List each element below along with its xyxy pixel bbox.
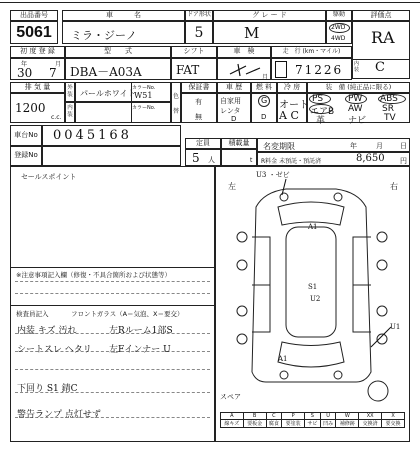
load-label: 積載量	[228, 138, 250, 147]
mark-u2: U2	[310, 295, 321, 303]
ac-label: 冷 房	[283, 82, 301, 91]
displacement-label-box	[10, 82, 65, 93]
fuel-label-box	[251, 82, 277, 93]
recycle-amount: 8,650	[356, 153, 385, 164]
inspection-label: 車 検	[233, 47, 255, 56]
name-change-month: 月	[376, 142, 383, 150]
legend-name-p: 要塗装	[282, 420, 305, 428]
first-reg-label-box	[10, 46, 65, 58]
era-year-label: 年	[21, 61, 28, 68]
lot-no-box	[10, 21, 58, 44]
dash-line-5	[15, 369, 210, 370]
first-reg-label: 初 度 登 録	[20, 47, 55, 56]
equip-ps: PS	[312, 94, 324, 104]
equip-ps-circle	[309, 94, 331, 104]
displacement-unit: c.c.	[51, 114, 62, 121]
doors-label-box	[185, 10, 213, 21]
displacement-box	[10, 93, 65, 123]
interior-label: 内装	[354, 61, 360, 73]
history-rental: レンタ	[220, 107, 241, 115]
history-label: 車 歴	[225, 82, 243, 91]
history-other: D	[231, 115, 237, 123]
legend-code-u: U	[320, 413, 336, 420]
equip-aw: AW	[348, 104, 363, 114]
history-box	[217, 93, 251, 123]
warranty-yes: 有	[195, 98, 202, 106]
interior-color-no-label: カラーNo.	[132, 105, 156, 111]
color-change-label-2: 替	[172, 108, 179, 115]
exterior-label-box	[65, 82, 75, 102]
warranty-box	[181, 93, 217, 123]
reg-no-label: 登録No	[14, 151, 38, 160]
history-label-box	[217, 82, 251, 93]
top-border	[0, 0, 420, 3]
car-name-label: 車 名	[106, 10, 141, 19]
mark-s1: S1	[308, 283, 318, 291]
legend-code-a: A	[221, 413, 244, 420]
interior-color-label-box	[65, 102, 75, 123]
reg-month: 7	[49, 66, 57, 80]
legend-name-x: 要交換	[382, 420, 405, 428]
capacity-label: 定員	[196, 138, 210, 147]
equip-airbag-circle	[309, 104, 333, 114]
lot-no: 5061	[16, 23, 52, 41]
reg-no-label-box	[10, 146, 42, 166]
diagram-left-label: 左	[228, 182, 236, 191]
capacity-unit: 人	[208, 156, 215, 164]
note-right-1: 左Rルーム1部S	[109, 326, 173, 336]
displacement-label: 排 気 量	[24, 82, 51, 91]
ac-ac: A C	[279, 109, 299, 122]
legend-name-a: 線キズ	[221, 420, 244, 428]
equip-label: 装 備 (純正品に限る)	[325, 83, 392, 92]
model-label-box	[65, 46, 171, 58]
legend-code-s: S	[305, 413, 321, 420]
note-1: 内装 キズ 汚れ	[17, 326, 77, 336]
shift-label-box	[171, 46, 217, 58]
capacity: 5	[192, 151, 200, 165]
capacity-label-box	[185, 138, 221, 149]
color-change-box	[171, 82, 181, 123]
shift-label: シフト	[183, 47, 205, 56]
interior-color-box	[75, 102, 171, 123]
grade: M	[244, 24, 260, 42]
equip-sr: SR	[382, 104, 394, 114]
chassis-box	[42, 125, 181, 146]
equip-tv: TV	[384, 113, 396, 123]
equip-label-box	[307, 82, 410, 93]
sales-title: セールスポイント	[21, 173, 77, 181]
grade-box	[213, 21, 326, 44]
legend-code-w: W	[336, 413, 359, 420]
fuel-label: 燃 料	[255, 82, 273, 91]
warranty-label: 保証書	[188, 82, 210, 91]
model-label: 型 式	[104, 47, 132, 56]
color-name: パールホワイト	[80, 89, 136, 98]
diagram-right-label: 右	[390, 182, 398, 191]
displacement: 1200	[15, 101, 46, 115]
legend-name-c: 腐食	[266, 420, 282, 428]
mileage-check-box	[275, 61, 287, 78]
note-3: 下回り S1 錆C	[17, 384, 78, 394]
chassis-label: 車台No	[14, 130, 38, 139]
drive-4wd: 4WD	[331, 35, 346, 42]
drive-label: 駆動	[332, 11, 345, 19]
doors: 5	[194, 24, 204, 41]
mark-u3: U3 ・ゼビ	[256, 171, 290, 179]
exterior-label: 外装	[67, 85, 73, 98]
car-name-label-box	[62, 10, 185, 21]
damage-legend	[220, 412, 405, 428]
doors-label: ドア形状	[187, 11, 211, 19]
eval-label-box	[352, 10, 410, 21]
eval-box	[352, 21, 410, 79]
equip-abs: ABS	[380, 94, 398, 104]
inspector-note: フロントガラス（A＝気泡、X＝要交）	[71, 310, 184, 318]
chassis-label-box	[10, 125, 42, 146]
dash-line-2	[15, 293, 210, 294]
grade-label: グ レ ー ド	[252, 10, 287, 19]
era-month-label: 月	[55, 61, 62, 68]
interior-score: C	[375, 60, 385, 75]
name-change-label: 名変期限	[263, 142, 295, 151]
lot-no-label-box	[10, 10, 58, 21]
load-box	[221, 149, 257, 166]
inspector-divider	[11, 305, 214, 306]
shift: FAT	[176, 63, 200, 77]
car-name: ミラ・ジーノ	[71, 29, 137, 42]
dash-line-1	[15, 281, 210, 282]
model: DBA－A03A	[70, 65, 142, 79]
warranty-label-box	[181, 82, 217, 93]
color-no: W51	[134, 91, 153, 100]
color-change-label: 色	[172, 93, 179, 100]
interior-color-divider	[131, 103, 132, 123]
recycle-box	[257, 152, 410, 166]
mileage-label: 走 行 (km・マイル)	[282, 47, 341, 55]
fuel-d: D	[261, 113, 267, 121]
drive-box	[326, 21, 352, 44]
inspection-label-box	[217, 46, 271, 58]
legend-name-s: サビ	[305, 420, 321, 428]
name-change-box	[257, 138, 410, 152]
equip-leather: 革	[316, 116, 326, 126]
legend-code-b: B	[243, 413, 266, 420]
doors-box	[185, 21, 213, 44]
legend-code-p: P	[282, 413, 305, 420]
legend-code-c: C	[266, 413, 282, 420]
ac-label-box	[277, 82, 307, 93]
drive-label-box	[326, 10, 352, 21]
capacity-box	[185, 149, 221, 166]
drive-2wd: 2WD	[331, 24, 346, 31]
diagram-panel	[215, 166, 410, 442]
reg-year: 30	[17, 66, 33, 80]
mileage: 71226	[295, 63, 344, 77]
mileage-label-box	[271, 46, 352, 58]
lot-no-label: 出品番号	[20, 10, 48, 19]
load-label-box	[221, 138, 257, 149]
shift-box	[171, 58, 217, 80]
ac-box	[277, 93, 307, 123]
mark-u1: U1	[390, 323, 401, 331]
recycle-label: R料金 未預託・預託済	[261, 158, 322, 165]
car-diagram	[216, 167, 409, 441]
exterior-color-box	[75, 82, 171, 102]
spare-label: スペア	[220, 393, 241, 401]
legend-code-xx: XX	[359, 413, 382, 420]
name-change-day: 日	[400, 142, 407, 150]
reg-no-box	[42, 146, 181, 166]
history-private: 自家用	[220, 97, 241, 105]
legend-name-xx: 交換済	[359, 420, 382, 428]
mark-a1-top: A1	[308, 223, 318, 231]
inspector-label: 検査員記入	[16, 310, 49, 318]
warranty-no: 無	[195, 113, 202, 121]
equip-airbag: エアB	[310, 107, 335, 117]
model-box	[65, 58, 171, 80]
equip-grid	[307, 93, 410, 126]
legend-name-w: 補修跡	[336, 420, 359, 428]
sales-panel	[10, 166, 215, 442]
color-no-label: カラーNo.	[132, 85, 156, 91]
fuel-g: G	[261, 96, 268, 105]
inspection-box	[217, 58, 271, 80]
grade-label-box	[213, 10, 326, 21]
mark-a1-bottom: A1	[278, 355, 288, 363]
inspection-scribble	[226, 62, 266, 78]
equip-abs-circle	[378, 94, 406, 104]
note-4: 警告ランプ 点灯せず	[17, 410, 101, 420]
notes-title: ※注意事項記入欄（修復・不具合箇所および状態等）	[16, 271, 171, 279]
chassis-no: 0045168	[53, 128, 132, 143]
color-divider	[131, 83, 132, 102]
equip-pw-circle	[345, 94, 367, 104]
legend-code-x: X	[382, 413, 405, 420]
equip-pw: PW	[348, 94, 363, 104]
note-2: シートスレ ヘタリ	[17, 345, 92, 355]
eval-score: RA	[371, 28, 395, 47]
car-name-box	[62, 21, 185, 44]
name-change-year: 年	[350, 142, 357, 150]
recycle-yen: 円	[400, 157, 407, 165]
inspection-month-label: 月	[262, 74, 269, 81]
legend-name-b: 要板金	[243, 420, 266, 428]
legend-name-u: 凹み	[320, 420, 336, 428]
load-unit: t	[250, 157, 253, 164]
equip-navi: ナビ	[348, 116, 367, 126]
ac-auto: オート	[279, 100, 309, 111]
notes-divider	[11, 267, 214, 268]
interior-color-label: 内装	[67, 105, 73, 118]
note-right-2: 左Fインナー U	[109, 345, 171, 355]
first-reg-box	[10, 58, 65, 80]
fuel-box	[251, 93, 277, 123]
mileage-box	[271, 58, 352, 80]
eval-label: 評価点	[370, 10, 392, 19]
